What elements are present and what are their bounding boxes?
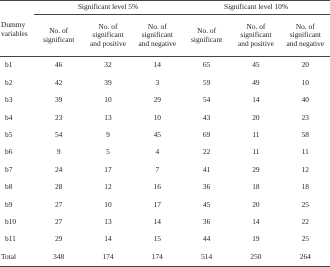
table-cell: 54 [202, 95, 211, 105]
column-header: No. of significant and positive [231, 15, 280, 57]
table-cell: 19 [252, 234, 260, 244]
table-row [0, 92, 330, 109]
table-cell: 14 [252, 95, 260, 105]
table-cell: 45 [153, 129, 161, 139]
table-cell: 10 [153, 112, 161, 122]
stub-header-line1: Dummy [1, 19, 26, 29]
table-body [0, 57, 330, 267]
group-header-10pct: Significant level 10% [182, 1, 330, 15]
table-cell: 15 [153, 234, 161, 244]
table-cell: 25 [301, 199, 309, 209]
column-header: No. of significant and negative [281, 15, 330, 57]
table-cell: 28 [54, 182, 63, 192]
table-cell: 16 [153, 182, 161, 192]
table-cell: 49 [252, 77, 260, 87]
row-label: b6 [5, 147, 13, 157]
table-cell: 25 [301, 234, 309, 244]
row-label: Total [1, 251, 17, 261]
table-cell: 39 [104, 77, 112, 87]
table-cell: 29 [54, 234, 63, 244]
table-cell: 250 [250, 251, 262, 261]
table-cell: 348 [53, 251, 65, 261]
table-cell: 264 [299, 251, 311, 261]
table-cell: 10 [104, 95, 112, 105]
table-cell: 27 [54, 199, 63, 209]
table-cell: 14 [153, 60, 161, 70]
table-cell: 17 [104, 164, 112, 174]
group-header-5pct: Significant level 5% [34, 1, 182, 15]
table-cell: 24 [54, 164, 63, 174]
table-cell: 18 [252, 182, 260, 192]
table-row [0, 127, 330, 144]
row-label: b3 [5, 95, 13, 105]
column-header: No. of significant and positive [83, 15, 132, 57]
table-cell: 10 [301, 77, 309, 87]
table-cell: 39 [54, 95, 63, 105]
table-row [0, 57, 330, 75]
table-cell: 42 [54, 77, 63, 87]
row-label: b5 [5, 129, 13, 139]
table-cell: 9 [106, 129, 110, 139]
table-cell: 514 [201, 251, 213, 261]
table-cell: 11 [252, 129, 260, 139]
table-row-total [0, 248, 330, 266]
table-cell: 14 [252, 216, 260, 226]
table-row [0, 109, 330, 126]
table-cell: 23 [54, 112, 63, 122]
table-cell: 43 [202, 112, 211, 122]
table-cell: 7 [155, 164, 160, 174]
table-cell: 13 [104, 112, 112, 122]
table-cell: 54 [54, 129, 63, 139]
column-header: No. of significant [182, 15, 231, 57]
row-label: b1 [5, 60, 13, 70]
table-cell: 36 [202, 182, 211, 192]
table-cell: 22 [301, 216, 309, 226]
table-cell: 40 [301, 95, 309, 105]
table-cell: 12 [301, 164, 309, 174]
row-label: b10 [5, 216, 17, 226]
table-row [0, 161, 330, 178]
table-cell: 45 [202, 199, 211, 209]
table-cell: 69 [202, 129, 211, 139]
table-cell: 174 [102, 251, 114, 261]
table-row [0, 196, 330, 213]
table-cell: 29 [153, 95, 161, 105]
table-cell: 59 [202, 77, 211, 87]
table-cell: 32 [104, 60, 112, 70]
table-row [0, 144, 330, 161]
stub-header-line2: variables [1, 28, 28, 38]
table-cell: 22 [202, 147, 211, 157]
table-cell: 4 [155, 147, 160, 157]
table-cell: 58 [301, 129, 309, 139]
table-cell: 27 [54, 216, 63, 226]
table-cell: 14 [104, 234, 112, 244]
table-cell: 29 [252, 164, 260, 174]
row-label: b8 [5, 182, 13, 192]
table-cell: 36 [202, 216, 211, 226]
table-row [0, 231, 330, 248]
table-cell: 9 [56, 147, 61, 157]
table-cell: 20 [252, 112, 260, 122]
table-cell: 11 [252, 147, 260, 157]
table-cell: 23 [301, 112, 309, 122]
row-label: b11 [5, 234, 16, 244]
row-label: b2 [5, 77, 13, 87]
table-cell: 11 [301, 147, 309, 157]
table-cell: 3 [155, 77, 160, 87]
table-cell: 14 [153, 216, 161, 226]
table-cell: 17 [153, 199, 161, 209]
table-cell: 13 [104, 216, 112, 226]
table-cell: 45 [252, 60, 260, 70]
table-cell: 20 [252, 199, 260, 209]
table-row [0, 179, 330, 196]
table-cell: 44 [202, 234, 211, 244]
table-row [0, 74, 330, 91]
table-cell: 5 [106, 147, 110, 157]
row-label: b9 [5, 199, 13, 209]
column-header: No. of significant [34, 15, 83, 57]
table-cell: 18 [301, 182, 309, 192]
table-cell: 174 [151, 251, 163, 261]
table-cell: 12 [104, 182, 112, 192]
row-label: b4 [5, 112, 13, 122]
column-header: No. of significant and negative [133, 15, 182, 57]
table-cell: 65 [202, 60, 211, 70]
table-cell: 10 [104, 199, 112, 209]
row-label: b7 [5, 164, 13, 174]
table-cell: 20 [301, 60, 309, 70]
table-cell: 41 [202, 164, 211, 174]
stub-header [0, 1, 34, 57]
table-row [0, 214, 330, 231]
table-cell: 46 [54, 60, 63, 70]
